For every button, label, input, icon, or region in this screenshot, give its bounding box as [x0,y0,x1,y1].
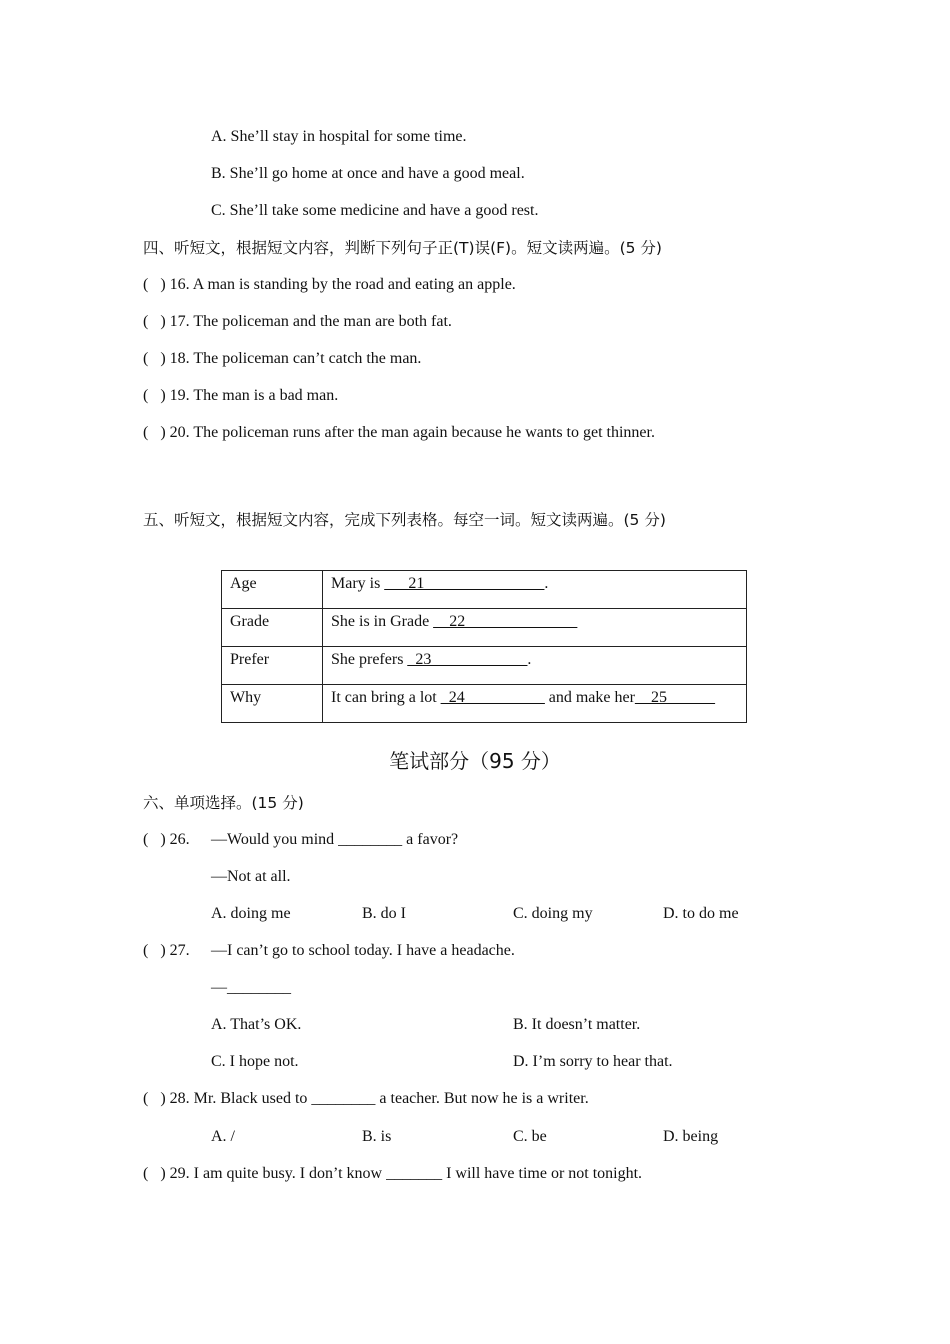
q26-number: ( ) 26. [143,831,190,848]
q27-number: ( ) 27. [143,942,190,959]
q28-option-a: A. / [211,1128,235,1145]
q15-option-c: C. She’ll take some medicine and have a good rest. [211,202,539,219]
row-text: She prefers [331,651,408,668]
q27-option-b: B. It doesn’t matter. [513,1016,641,1033]
q19 [143,386,338,406]
blank-21: ___21_______________ [384,575,545,592]
row-label: Grade [222,609,323,647]
q17-text: 17. The policeman and the man are both fat. [169,313,452,330]
blank-23: _23____________ [407,651,528,668]
row-text: . [544,575,549,592]
q27-line1: —I can’t go to school today. I have a headache. [211,942,515,959]
q18-text: 18. The policeman can’t catch the man. [169,350,422,367]
row-label: Why [222,685,323,723]
row-content [323,571,747,609]
row-content [323,609,747,647]
q26-line1: —Would you mind ________ a favor? [211,831,459,848]
q18 [143,349,421,369]
q28-option-c: C. be [513,1128,547,1145]
q28-text: ( ) 28. Mr. Black used to ________ a teacher. But now he is a writer. [143,1090,589,1107]
row-label: Age [222,571,323,609]
q27-option-a: A. That’s OK. [211,1016,302,1033]
q27-option-c: C. I hope not. [211,1053,299,1070]
written-part-heading: 笔试部分（95 分） [389,749,561,773]
q19-text: 19. The man is a bad man. [169,387,339,404]
row-text: It can bring a lot [331,689,441,706]
q27-option-d: D. I’m sorry to hear that. [513,1053,673,1070]
section5-title: 五、听短文，根据短文内容，完成下列表格。每空一词。短文读两遍。(5 分) [143,511,666,529]
row-label: Prefer [222,647,323,685]
q27-line2: —________ [211,979,291,996]
q15-option-a: A. She’ll stay in hospital for some time. [211,128,467,145]
q16-text: 16. A man is standing by the road and eating an apple. [169,276,516,293]
answer-paren: ( ) [143,350,166,367]
row-content [323,647,747,685]
q28-option-d: D. being [663,1128,719,1145]
q26-option-b: B. do I [362,905,406,922]
q15-option-b: B. She’ll go home at once and have a good meal. [211,165,525,182]
row-text: . [527,651,532,668]
section6-title: 六、单项选择。(15 分) [143,794,304,812]
table-row [222,647,747,685]
table-row [222,571,747,609]
table-row [222,685,747,723]
answer-paren: ( ) [143,313,166,330]
q26-line2: —Not at all. [211,868,291,885]
q16 [143,275,516,295]
answer-paren: ( ) [143,424,166,441]
answer-paren: ( ) [143,276,166,293]
table-row [222,609,747,647]
listening-table [221,570,747,723]
q28-option-b: B. is [362,1128,392,1145]
q17 [143,312,452,332]
row-text: She is in Grade [331,613,434,630]
q20-text: 20. The policeman runs after the man again because he wants to get thinner. [169,424,655,441]
row-text: Mary is [331,575,385,592]
q20 [143,423,655,443]
q26-option-c: C. doing my [513,905,593,922]
section4-title: 四、听短文，根据短文内容，判断下列句子正(T)误(F)。短文读两遍。(5 分) [143,239,662,257]
blank-24: _24__________ [440,689,545,706]
q26-option-d: D. to do me [663,905,739,922]
answer-paren: ( ) [143,387,166,404]
q29-text: ( ) 29. I am quite busy. I don’t know _______ I will have time or not tonight. [143,1165,643,1182]
row-content [323,685,747,723]
blank-22: __22______________ [433,613,578,630]
row-text: and make her [544,689,635,706]
blank-25: __25______ [634,689,715,706]
q26-option-a: A. doing me [211,905,291,922]
